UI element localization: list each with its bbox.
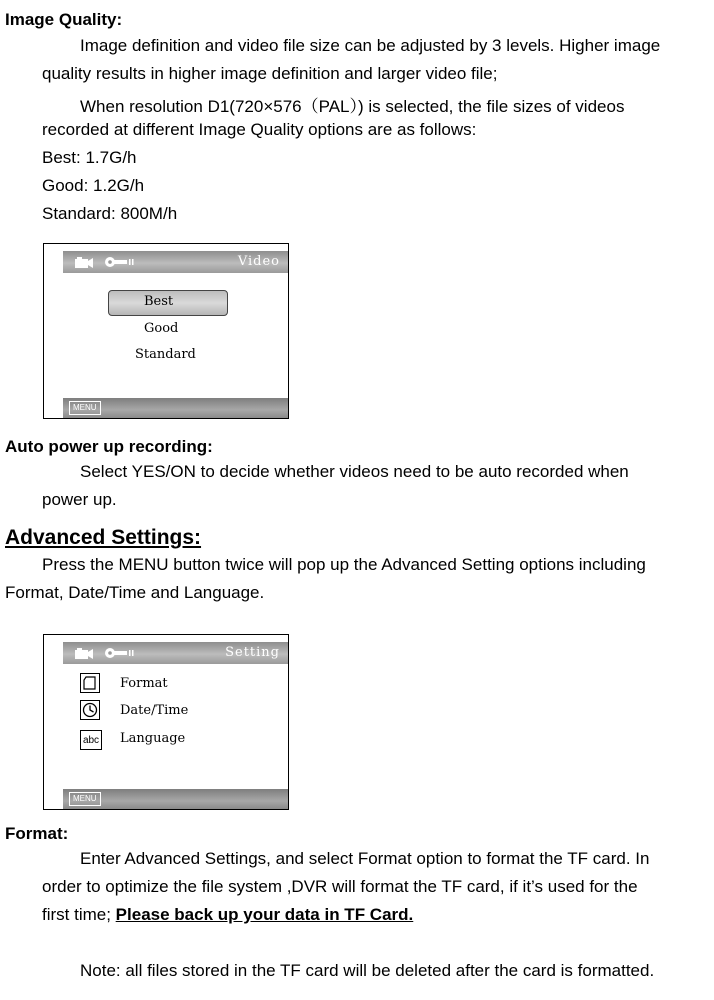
setting-screen-bottom-bar (63, 789, 288, 809)
format-line3 (42, 905, 413, 925)
video-screen (43, 243, 289, 419)
backup-warning: Please back up your data in TF Card. (115, 905, 414, 924)
size-standard: Standard: 800M/h (42, 204, 178, 223)
auto-power-heading: Auto power up recording: (5, 437, 213, 456)
clock-icon (80, 700, 100, 720)
advanced-line2: Format, Date/Time and Language. (5, 583, 265, 602)
camera-icon (75, 647, 93, 665)
format-line3-prefix: first time; (42, 905, 116, 924)
wrench-icon (105, 255, 135, 274)
video-screen-bottom-bar (63, 398, 288, 418)
size-best: Best: 1.7G/h (42, 148, 137, 167)
format-note: Note: all files stored in the TF card will be deleted after the card is formatted. (80, 961, 655, 980)
video-screen-title: Video (237, 254, 280, 269)
wrench-icon (105, 646, 135, 665)
setting-item-date-time[interactable]: Date/Time (120, 703, 189, 718)
format-heading: Format: (5, 824, 69, 843)
image-quality-para2-line1: When resolution D1(720×576（PAL）) is selected, the file sizes of videos (80, 97, 625, 116)
setting-screen-top-bar (63, 642, 288, 664)
setting-screen (43, 634, 289, 810)
image-quality-para2-line2: recorded at different Image Quality options are as follows: (42, 120, 477, 139)
auto-power-line1: Select YES/ON to decide whether videos need to be auto recorded when (80, 462, 629, 481)
sd-card-icon (80, 673, 100, 693)
auto-power-line2: power up. (42, 490, 117, 509)
setting-item-language[interactable]: Language (120, 731, 186, 746)
option-standard[interactable]: Standard (135, 347, 196, 362)
setting-item-format[interactable]: Format (120, 676, 168, 691)
setting-screen-title: Setting (225, 645, 280, 660)
abc-icon: abc (80, 730, 102, 750)
menu-button[interactable]: MENU (69, 792, 101, 806)
option-best[interactable]: Best (144, 294, 174, 309)
image-quality-para1-line1: Image definition and video file size can be adjusted by 3 levels. Higher image (80, 36, 661, 55)
video-screen-top-bar (63, 251, 288, 273)
size-good: Good: 1.2G/h (42, 176, 145, 195)
format-line1: Enter Advanced Settings, and select Format option to format the TF card. In (80, 849, 650, 868)
menu-button[interactable]: MENU (69, 401, 101, 415)
format-line2: order to optimize the file system ,DVR will format the TF card, if it’s used for the (42, 877, 638, 896)
option-good[interactable]: Good (144, 321, 179, 336)
advanced-line1: Press the MENU button twice will pop up the Advanced Setting options including (42, 555, 646, 574)
advanced-settings-heading: Advanced Settings: (5, 526, 202, 549)
image-quality-heading: Image Quality: (5, 10, 123, 29)
camera-icon (75, 256, 93, 274)
image-quality-para1-line2: quality results in higher image definition and larger video file; (42, 64, 498, 83)
